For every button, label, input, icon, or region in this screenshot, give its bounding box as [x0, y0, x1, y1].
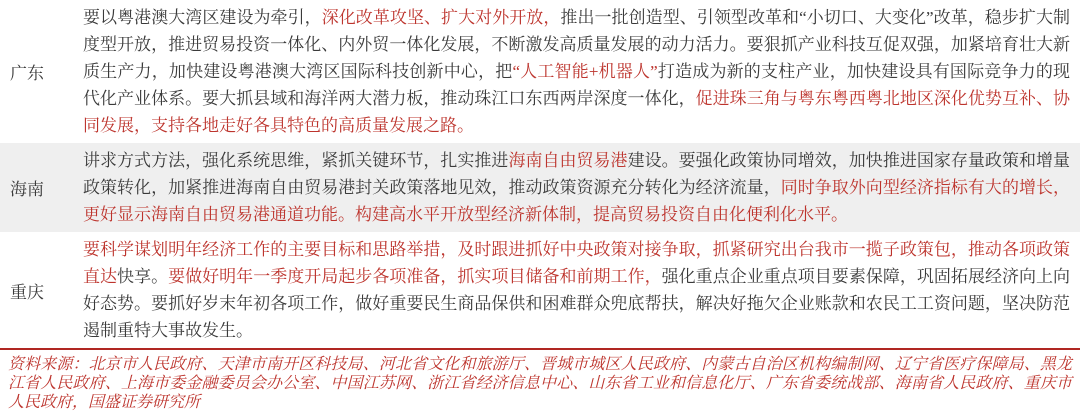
- body-text: 要以粤港澳大湾区建设为牵引，: [83, 8, 322, 27]
- highlighted-text: 深化改革攻坚、扩大对外开放，: [321, 8, 561, 27]
- body-text: 讲求方式方法，强化系统思维，紧抓关键环节，扎实推进: [83, 151, 509, 170]
- region-label: 广东: [10, 64, 44, 83]
- body-text: 强化重点企业重点项目要素保障，巩固拓展经济向上向好态势。要抓好岁末年初各项工作，做好重要民生商品保供和困难群众兜底帮扶，解决好拖欠企业账款和农民工工资问题，坚决防范遏制重特大事故发生。: [83, 267, 1071, 340]
- table-row: [0, 0, 1080, 143]
- highlighted-text: “人工智能+机器人”: [512, 62, 658, 81]
- policy-text: [83, 143, 1080, 232]
- highlighted-text: 促进珠三角与粤东粤西粤北地区深化优势互补、协同发展，支持各地走好各具特色的高质量发展之路。: [83, 89, 1071, 135]
- policy-text: [83, 0, 1080, 143]
- table-row: [0, 143, 1080, 232]
- region-label: 重庆: [10, 282, 44, 302]
- policy-text: [83, 232, 1080, 348]
- region-label: 海南: [10, 180, 44, 199]
- table-row: [0, 232, 1080, 348]
- highlighted-text: 要做好明年一季度开局起步各项准备，抓实项目储备和前期工作，: [168, 267, 662, 286]
- highlighted-text: 同时争取外向型经济指标有大的增长，更好显示海南自由贸易港通道功能。构建高水平开放型经济新体制，提高贸易投资自由化便利化水平。: [83, 178, 1070, 224]
- body-text: 快享。: [117, 267, 169, 286]
- highlighted-text: 要科学谋划明年经济工作的主要目标和思路举措，及时跟进抓好中央政策对接争取，抓紧研究出台我市一揽子政策包，推动各项政策直达: [83, 240, 1070, 286]
- source-note: 资料来源：北京市人民政府、天津市南开区科技局、河北省文化和旅游厅、晋城市城区人民政府、内蒙古自治区机构编制网、辽宁省医疗保障局、黑龙江省人民政府、上海市委金融委员会办公室、中国江苏网、浙江省经济信息中心、山东省工业和信息化厅、广东省委统战部、海南省人民政府、重庆市人民政府，国盛证券研究所: [8, 356, 1072, 411]
- highlighted-text: 海南自由贸易港: [508, 151, 628, 170]
- body-text: 打造成为新的支柱产业，加快建设具有国际竞争力的现代化产业体系。要大抓县域和海洋两大潜力板，推动珠江口东西两岸深度一体化，: [83, 62, 1071, 108]
- body-text: 推出一批创造型、引领型改革和“小切口、大变化”改革，稳步扩大制度型开放，推进贸易投资一体化、内外贸一体化发展，不断激发高质量发展的动力活力。要狠抓产业科技互促双强，加紧培育壮大新质生产力，加快建设粤港澳大湾区国际科技创新中心，把: [83, 8, 1070, 81]
- body-text: 建设。要强化政策协同增效，加快推进国家存量政策和增量政策转化，加紧推进海南自由贸易港封关政策落地见效，推动政策资源充分转化为经济流量，: [83, 151, 1071, 197]
